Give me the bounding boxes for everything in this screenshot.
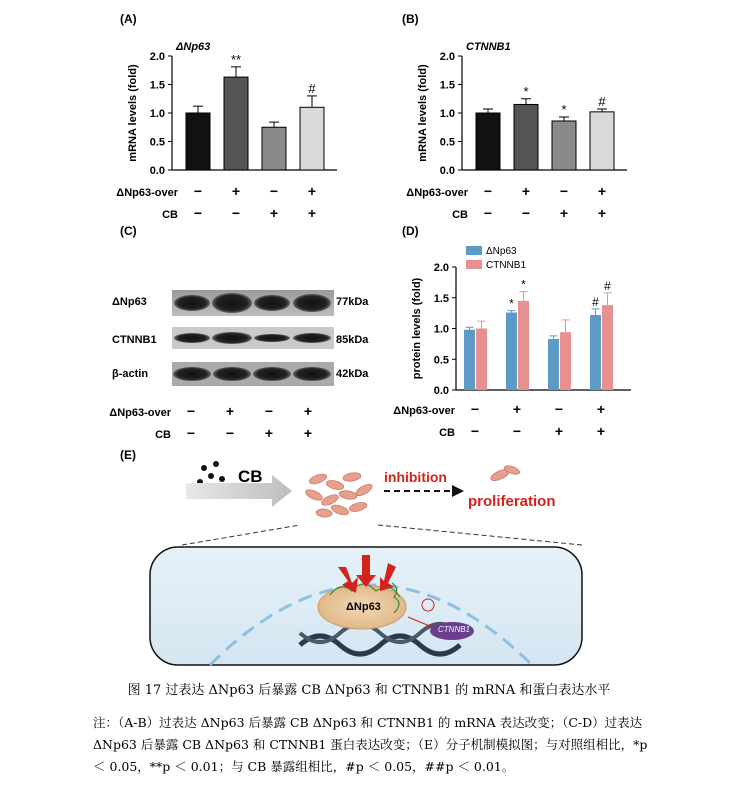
blot-sign: − <box>225 425 235 441</box>
chart-a-sign: + <box>307 205 317 221</box>
proliferating-cells-icon <box>489 464 520 483</box>
panel-letter-a: (A) <box>120 12 137 26</box>
chart-a-ytick-label: 1.0 <box>149 108 165 120</box>
protein-label: ΔNp63 <box>346 601 381 613</box>
chart-d-significance: # <box>604 278 611 293</box>
cb-label: CB <box>238 467 263 486</box>
chart-a-significance: ** <box>230 51 242 67</box>
band-size-bactin: 42kDa <box>336 368 369 380</box>
chart-d-bar <box>464 330 475 390</box>
chart-d-sign: − <box>470 401 480 417</box>
chart-b-ytick-label: 1.0 <box>439 108 455 120</box>
chart-a-row-label: ΔNp63-over <box>116 187 178 199</box>
chart-b-title: CTNNB1 <box>466 41 511 53</box>
chart-b-row-label: ΔNp63-over <box>406 187 468 199</box>
chart-a-sign: − <box>193 183 203 199</box>
chart-d-row-label: ΔNp63-over <box>393 405 455 417</box>
band-label-bactin: β-actin <box>112 368 149 380</box>
chart-b-sign: + <box>521 183 531 199</box>
chart-b-sign: + <box>597 183 607 199</box>
blot-sign: + <box>303 425 313 441</box>
chart-b-ytick-label: 0.5 <box>439 136 455 149</box>
chart-d-sign: + <box>596 423 606 439</box>
zoom-line-left <box>182 525 300 545</box>
chart-a-ytick-label: 1.5 <box>149 79 165 92</box>
chart-a-ytick-label: 2.0 <box>149 51 165 63</box>
blot-sign: + <box>303 403 313 419</box>
note-line-2: ΔNp63 后暴露 CB ΔNp63 和 CTNNB1 蛋白表达改变；（E）分子机制模拟图；与对照组相比，*p <box>93 737 648 752</box>
blot-sign: − <box>186 403 196 419</box>
chart-d-significance: # <box>592 294 599 309</box>
chart-d-ytick-label: 1.5 <box>433 292 449 305</box>
chart-b-sign: + <box>597 205 607 221</box>
chart-a-sign: − <box>231 205 241 221</box>
inhibition-label: inhibition <box>384 469 447 485</box>
band-size-ctnnb1: 85kDa <box>336 334 369 346</box>
dashed-arrow-head-icon <box>452 485 464 497</box>
chart-d-bar <box>548 339 559 390</box>
chart-b-ytick-label: 0.0 <box>439 165 455 177</box>
chart-b-sign: − <box>559 183 569 199</box>
ctnnb1-gene-label: CTNNB1 <box>438 625 471 634</box>
chart-d-bar <box>476 329 487 391</box>
blot-row-label: ΔNp63-over <box>109 407 171 419</box>
chart-d-sign: − <box>512 423 522 439</box>
chart-d-sign: + <box>596 401 606 417</box>
band-label-ctnnb1: CTNNB1 <box>112 334 157 346</box>
chart-d-legend-swatch <box>466 260 482 269</box>
panel-letter-b: (B) <box>402 12 419 26</box>
blot-sign: − <box>264 403 274 419</box>
chart-a-ylabel: mRNA levels (fold) <box>127 64 139 162</box>
chart-a-sign: − <box>269 183 279 199</box>
chart-d-ylabel: protein levels (fold) <box>411 277 423 380</box>
chart-d-sign: + <box>512 401 522 417</box>
chart-d-ytick-label: 2.0 <box>433 262 449 274</box>
chart-a-sign: − <box>193 205 203 221</box>
chart-d-legend-label: CTNNB1 <box>486 260 527 271</box>
chart-d-bar <box>590 315 601 390</box>
chart-d-significance: * <box>521 277 526 292</box>
chart-b-significance: * <box>561 101 567 117</box>
note-line-3: ＜ 0.05，**p ＜ 0.01；与 CB 暴露组相比，#p ＜ 0.05，##p ＜ 0.01。 <box>93 759 515 774</box>
chart-b-significance: # <box>598 94 606 110</box>
panel-letter-e: (E) <box>120 448 136 462</box>
chart-b-ytick-label: 2.0 <box>439 51 455 63</box>
chart-b-row-label: CB <box>452 209 468 221</box>
band-label-dnp63: ΔNp63 <box>112 296 147 308</box>
chart-b-ylabel: mRNA levels (fold) <box>417 64 429 162</box>
chart-b-sign: − <box>483 183 493 199</box>
panel-letter-c: (C) <box>120 224 137 238</box>
chart-b-significance: * <box>523 83 529 99</box>
chart-a-ytick-label: 0.5 <box>149 136 165 149</box>
chart-d-row-label: CB <box>439 427 455 439</box>
mechanism-schematic <box>0 455 738 670</box>
blot-sign: + <box>264 425 274 441</box>
blot-row-label: CB <box>155 429 171 441</box>
chart-b-sign: + <box>559 205 569 221</box>
chart-b-ytick-label: 1.5 <box>439 79 455 92</box>
chart-d-bar <box>506 313 517 390</box>
chart-a-sign: + <box>269 205 279 221</box>
chart-b-sign: − <box>483 205 493 221</box>
chart-d-ytick-label: 0.0 <box>433 385 449 397</box>
blot-sign: + <box>225 403 235 419</box>
chart-d-sign: − <box>554 401 564 417</box>
chart-d-legend-swatch <box>466 246 482 255</box>
chart-d-sign: + <box>554 423 564 439</box>
chart-a-ytick-label: 0.0 <box>149 165 165 177</box>
figure-caption: 图 17 过表达 ΔNp63 后暴露 CB ΔNp63 和 CTNNB1 的 mRNA 和蛋白表达水平 <box>127 683 611 698</box>
chart-d-sign: − <box>470 423 480 439</box>
chart-d-bar <box>602 305 613 390</box>
chart-b-sign: − <box>521 205 531 221</box>
chart-d-legend-label: ΔNp63 <box>486 246 517 257</box>
band-size-dnp63: 77kDa <box>336 296 369 308</box>
chart-a-sign: + <box>231 183 241 199</box>
chart-a-significance: # <box>308 80 316 96</box>
proliferation-label: proliferation <box>468 493 556 510</box>
chart-a-title: ΔNp63 <box>176 41 211 53</box>
cell-cluster-icon <box>304 471 374 517</box>
chart-a-sign: + <box>307 183 317 199</box>
chart-d-significance: * <box>509 296 514 311</box>
zoom-line-right <box>378 525 582 545</box>
chart-d-bar <box>518 301 529 390</box>
chart-d-ytick-label: 0.5 <box>433 354 449 367</box>
panel-letter-d: (D) <box>402 224 419 238</box>
chart-d-bar <box>560 332 571 390</box>
chart-a-row-label: CB <box>162 209 178 221</box>
blot-sign: − <box>186 425 196 441</box>
note-line-1: 注：（A-B）过表达 ΔNp63 后暴露 CB ΔNp63 和 CTNNB1 的 mRNA 表达改变；（C-D）过表达 <box>93 715 643 730</box>
chart-d-ytick-label: 1.0 <box>433 323 449 336</box>
